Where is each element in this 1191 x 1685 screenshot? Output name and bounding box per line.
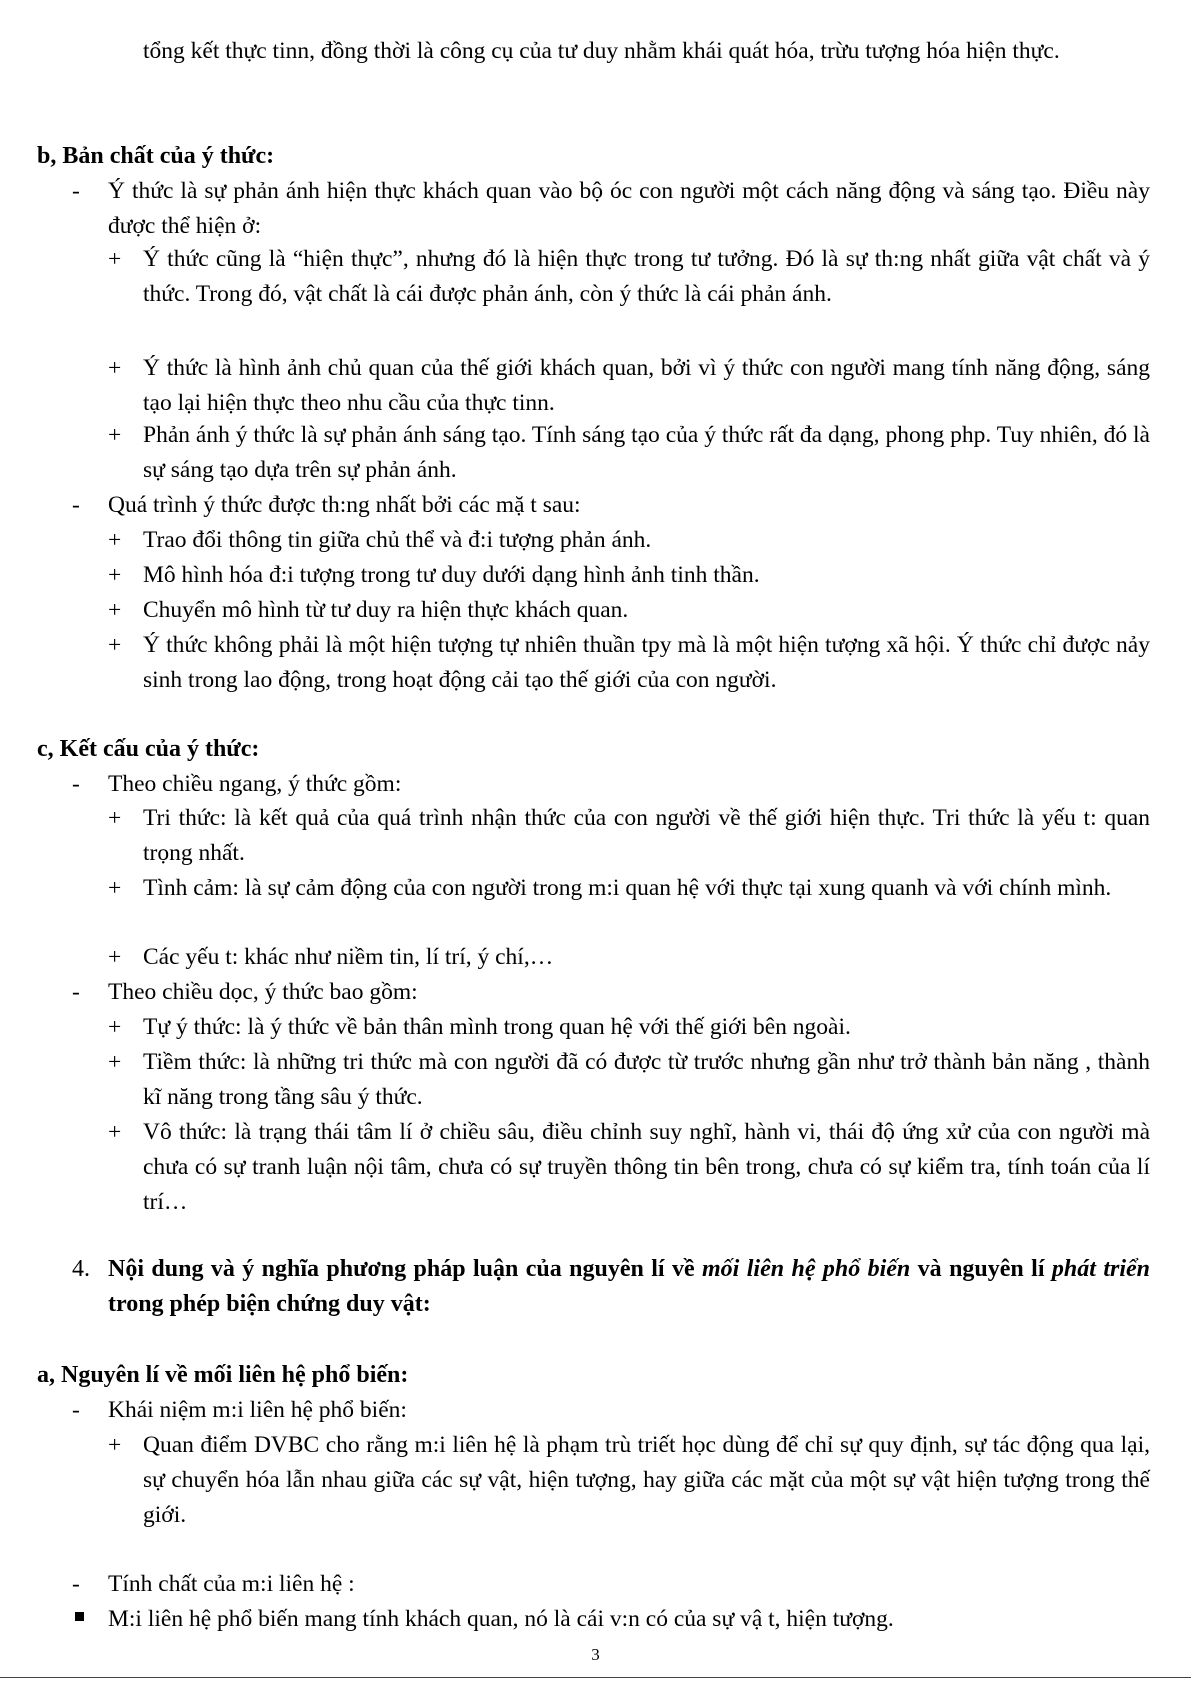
- c-plus-3: Các yếu t: khác như niềm tin, lí trí, ý chí,…: [143, 944, 554, 970]
- section-4-text-2: và nguyên lí: [910, 1256, 1052, 1282]
- section-4-italic-2: phát triển: [1051, 1256, 1150, 1282]
- section-4-text-1: Nội dung và ý nghĩa phương pháp luận của nguyên lí về: [108, 1256, 702, 1282]
- footer-line: [0, 1677, 1191, 1678]
- dash-marker: -: [72, 979, 80, 1005]
- c-dash-1: Theo chiều ngang, ý thức gồm:: [108, 771, 402, 797]
- section-4-number: 4.: [72, 1256, 90, 1282]
- c-plus-2: Tình cảm: là sự cảm động của con người trong m:i quan hệ với thực tại xung quanh và với chính mình.: [143, 875, 1112, 901]
- plus-marker: +: [108, 597, 122, 623]
- plus-marker: +: [108, 422, 122, 448]
- dash-marker: -: [72, 1397, 80, 1423]
- section-4-italic-1: mối liên hệ phổ biến: [702, 1256, 911, 1282]
- a-dash-2: Tính chất của m:i liên hệ :: [108, 1571, 355, 1597]
- a-dash-1: Khái niệm m:i liên hệ phổ biến:: [108, 1397, 407, 1423]
- a-square-1: M:i liên hệ phổ biến mang tính khách quan, nó là cái v:n có của sự vậ t, hiện tượng.: [108, 1606, 894, 1632]
- plus-marker: +: [108, 875, 122, 901]
- plus-marker: +: [108, 1119, 122, 1145]
- dash-marker: -: [72, 492, 80, 518]
- heading-section-a: a, Nguyên lí về mối liên hệ phổ biến:: [37, 1362, 409, 1388]
- plus-marker: +: [108, 562, 122, 588]
- c-plus-1: Tri thức: là kết quả của quá trình nhận thức của con người về thế giới hiện thực. Tri thức là yếu t: quan trọng nhất.: [143, 805, 1150, 866]
- b-plus-3: Phản ánh ý thức là sự phản ánh sáng tạo. Tính sáng tạo của ý thức rất đa dạng, phong php. Tuy nhiên, đó là sự sáng tạo dựa trên sự phản ánh.: [143, 422, 1150, 483]
- plus-marker: +: [108, 1049, 122, 1075]
- b-plus-7: Ý thức không phải là một hiện tượng tự nhiên thuần tpy mà là một hiện tượng xã hội. Ý thức chỉ được nảy sinh trong lao động, trong hoạt động cải tạo thế giới của con người.: [143, 632, 1150, 693]
- plus-marker: +: [108, 246, 122, 272]
- a-plus-1: Quan điểm DVBC cho rằng m:i liên hệ là phạm trù triết học dùng để chỉ sự quy định, sự tác động qua lại, sự chuyển hóa lẫn nhau giữa các sự vật, hiện tượng, hay giữa các mặt của một sự vật hiện tượng trong thế giới.: [143, 1432, 1150, 1528]
- plus-marker: +: [108, 632, 122, 658]
- dash-marker: -: [72, 771, 80, 797]
- plus-marker: +: [108, 805, 122, 831]
- b-dash-1: Ý thức là sự phản ánh hiện thực khách quan vào bộ óc con người một cách năng động và sáng tạo. Điều này được thể hiện ở:: [108, 178, 1150, 239]
- b-plus-2: Ý thức là hình ảnh chủ quan của thế giới khách quan, bởi vì ý thức con người mang tính năng động, sáng tạo lại hiện thực theo nhu cầu của thực tinn.: [143, 355, 1150, 416]
- b-plus-6: Chuyển mô hình từ tư duy ra hiện thực khách quan.: [143, 597, 629, 623]
- c-plus-6: Vô thức: là trạng thái tâm lí ở chiều sâu, điều chỉnh suy nghĩ, hành vi, thái độ ứng xử của con người mà chưa có sự tranh luận nội tâm, chưa có sự truyền thông tin bên trong, chưa có sự kiểm tra, tính toán của lí trí…: [143, 1119, 1150, 1215]
- c-plus-5: Tiềm thức: là những tri thức mà con người đã có được từ trước nhưng gần như trở thành bản năng , thành kĩ năng trong tầng sâu ý thức.: [143, 1049, 1150, 1110]
- dash-marker: -: [72, 178, 80, 204]
- b-plus-4: Trao đổi thông tin giữa chủ thể và đ:i tượng phản ánh.: [143, 527, 652, 553]
- square-bullet-icon: [75, 1612, 84, 1621]
- intro-paragraph: tổng kết thực tinn, đồng thời là công cụ của tư duy nhằm khái quát hóa, trừu tượng hóa hiện thực.: [143, 38, 1060, 64]
- c-dash-2: Theo chiều dọc, ý thức bao gồm:: [108, 979, 418, 1005]
- page-number: 3: [591, 1645, 600, 1664]
- plus-marker: +: [108, 944, 122, 970]
- section-4-text-3: trong phép biện chứng duy vật:: [108, 1291, 431, 1317]
- plus-marker: +: [108, 527, 122, 553]
- heading-section-b: b, Bản chất của ý thức:: [37, 143, 275, 169]
- c-plus-4: Tự ý thức: là ý thức về bản thân mình trong quan hệ với thế giới bên ngoài.: [143, 1014, 851, 1040]
- heading-section-c: c, Kết cấu của ý thức:: [37, 736, 260, 762]
- plus-marker: +: [108, 1432, 122, 1458]
- plus-marker: +: [108, 1014, 122, 1040]
- dash-marker: -: [72, 1571, 80, 1597]
- b-plus-5: Mô hình hóa đ:i tượng trong tư duy dưới dạng hình ảnh tinh thần.: [143, 562, 760, 588]
- b-plus-1: Ý thức cũng là “hiện thực”, nhưng đó là hiện thực trong tư tưởng. Đó là sự th:ng nhất giữa vật chất và ý thức. Trong đó, vật chất là cái được phản ánh, còn ý thức là cái phản ánh.: [143, 246, 1150, 307]
- section-4-heading: [108, 1252, 1150, 1322]
- plus-marker: +: [108, 355, 122, 381]
- b-dash-2: Quá trình ý thức được th:ng nhất bởi các mặ t sau:: [108, 492, 581, 518]
